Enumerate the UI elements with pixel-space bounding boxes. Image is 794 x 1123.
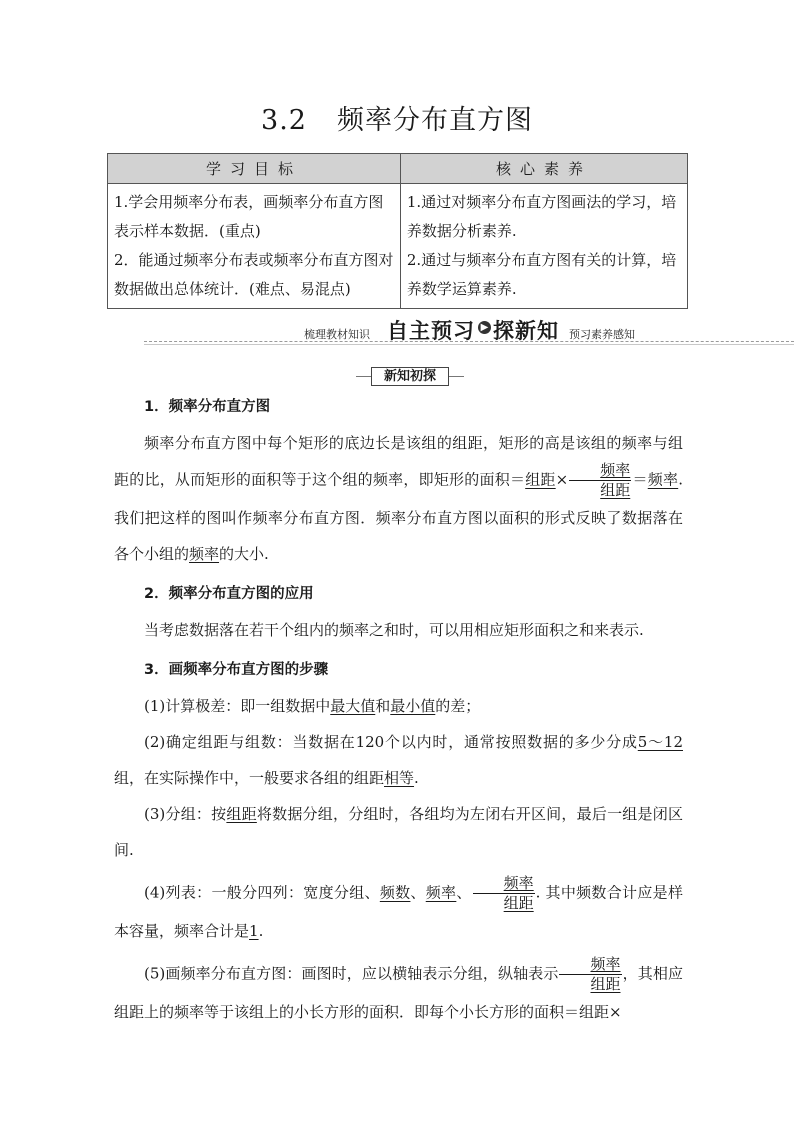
text: 频率分布直方图中每个矩形的底边长是该组的组距，矩形的高是该组的频率与组距的比，从而矩形的面积等于这个组的频率，即矩形的面积＝ [114, 434, 683, 489]
heading-3: 3．画频率分布直方图的步骤 [144, 662, 329, 678]
main-content [114, 389, 683, 1030]
fraction [473, 874, 535, 913]
fraction-denominator: 组距 [503, 894, 534, 912]
page-title [0, 98, 794, 137]
heading-2: 2．频率分布直方图的应用 [144, 586, 314, 602]
section-banner [144, 313, 794, 349]
header-core-literacy: 核心素养 [400, 154, 687, 184]
fraction [569, 461, 631, 500]
text: . 其中频数合计应是样本容量，频率合计是 [114, 883, 683, 940]
banner-right-caption: 预习素养感知 [569, 328, 635, 341]
banner-title-part1: 自主预习 [387, 319, 475, 343]
banner-left-caption: 梳理教材知识 [304, 328, 370, 341]
underlined-term: 相等 [384, 769, 415, 787]
fraction-numerator: 频率 [559, 955, 621, 975]
learning-goal-2: 2．能通过频率分布表或频率分布直方图对数据做出总体统计．(难点、易混点) [114, 251, 394, 298]
text: ，其相应组距上的频率等于该组上的小长方形的面积．即每个小长方形的面积＝组距× [114, 964, 683, 1021]
underlined-term: 最大值 [330, 697, 376, 715]
paragraph-2: 当考虑数据落在若干个组内的频率之和时，可以用相应矩形面积之和来表示. [144, 621, 644, 639]
text: 的大小. [219, 545, 269, 563]
separator: 、 [456, 883, 472, 902]
goals-table-row [108, 184, 688, 309]
fraction-numerator: 频率 [473, 874, 535, 894]
core-literacy-cell [400, 184, 687, 309]
learning-goal-1: 1.学会用频率分布表，画频率分布直方图表示样本数据．(重点) [114, 193, 384, 240]
underlined-term: 组距 [226, 805, 257, 823]
text: (2)确定组距与组数：当数据在120个以内时，通常按照数据的多少分成 [144, 733, 638, 751]
underlined-term: 频率 [647, 470, 679, 489]
underlined-term: 组距 [525, 470, 556, 489]
learning-goals-cell [108, 184, 401, 309]
text: . 我们把这样的图叫作频率分布直方图．频率分布直方图以面积的形式反映了数据落在各个小组的 [114, 470, 683, 563]
text: 将数据分组，分组时，各组均为左闭右开区间，最后一组是闭区间. [114, 805, 683, 859]
goals-table [107, 153, 688, 309]
separator: 、 [410, 883, 426, 902]
tag-label: 新知初探 [371, 367, 449, 386]
text: . [414, 769, 419, 787]
underlined-term: 频率 [189, 545, 220, 563]
fraction-denominator: 组距 [600, 481, 631, 499]
step-5 [114, 955, 683, 1030]
core-literacy-2: 2.通过与频率分布直方图有关的计算，培养数学运算素养. [406, 251, 677, 298]
underlined-term: 频数 [379, 883, 411, 902]
paragraph-1 [114, 425, 683, 572]
text: (3)分组：按 [144, 805, 227, 823]
underlined-term: 5～12 [637, 733, 683, 751]
section-number: 3.2 [261, 105, 307, 136]
underlined-term: 频率 [425, 883, 457, 902]
banner-title-part2: 探新知 [493, 319, 559, 343]
underlined-term: 1 [249, 922, 259, 940]
section-tag [356, 367, 464, 386]
times-sign: × [555, 470, 569, 489]
step-4 [114, 874, 683, 949]
equals-sign: ＝ [632, 470, 648, 489]
arrow-right-icon: ▶ [478, 321, 491, 334]
fraction [559, 955, 621, 994]
step-2 [114, 724, 683, 796]
fraction-numerator: 频率 [569, 461, 631, 481]
text: 和 [375, 697, 391, 715]
step-3 [114, 796, 683, 868]
text: (4)列表：一般分四列：宽度分组、 [144, 883, 380, 902]
text: (1)计算极差：即一组数据中 [144, 697, 331, 715]
step-1 [114, 688, 683, 724]
goals-table-header-row [108, 154, 688, 184]
header-learning-goals: 学习目标 [108, 154, 401, 184]
core-literacy-1: 1.通过对频率分布直方图画法的学习，培养数据分析素养. [406, 193, 677, 240]
text: . [258, 922, 264, 940]
text: 的差； [435, 697, 481, 715]
section-title: 频率分布直方图 [336, 105, 533, 136]
heading-1: 1．频率分布直方图 [144, 399, 271, 415]
text: (5)画频率分布直方图：画图时，应以横轴表示分组，纵轴表示 [144, 964, 559, 983]
text: 组，在实际操作中，一般要求各组的组距 [114, 769, 385, 787]
fraction-denominator: 组距 [590, 975, 621, 993]
underlined-term: 最小值 [390, 697, 436, 715]
